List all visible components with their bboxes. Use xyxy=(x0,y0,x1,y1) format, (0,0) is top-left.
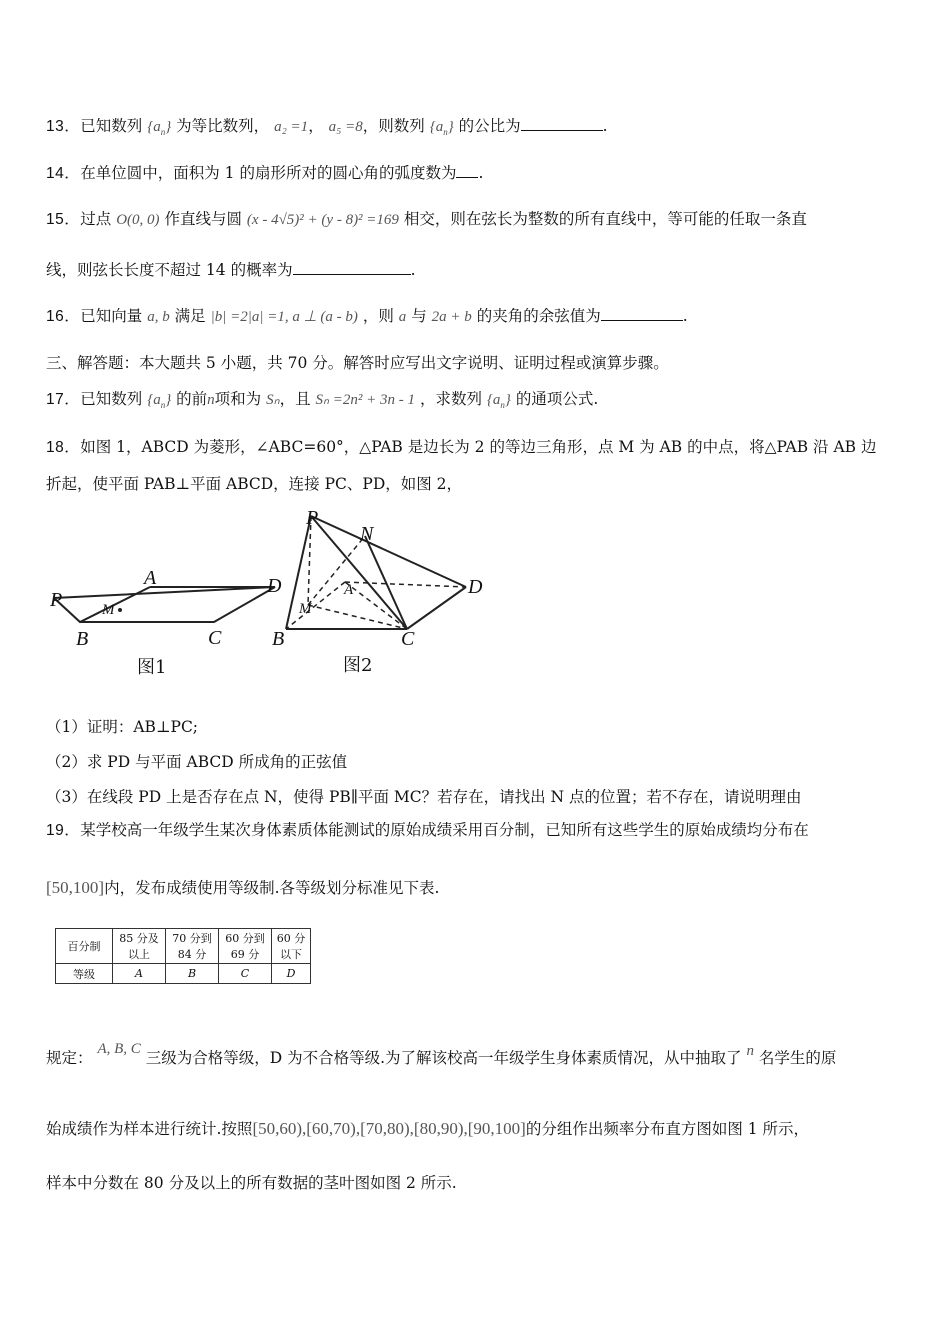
question-19: 19．某学校高一年级学生某次身体素质体能测试的原始成绩采用百分制，已知所有这些学生的原始成绩均分布在 xyxy=(46,821,809,839)
table-cell: D xyxy=(272,964,311,984)
label-P1: P xyxy=(50,589,63,611)
table-cell: B xyxy=(166,964,219,984)
label-D1: D xyxy=(267,575,282,597)
label-M1: M xyxy=(102,602,115,618)
label-A1: A xyxy=(144,567,157,589)
label-D2: D xyxy=(468,576,483,598)
question-15: 15．过点 O(0, 0) 作直线与圆 (x - 4√5)² + (y - 8)² =169 相交，则在弦长为整数的所有直线中，等可能的任取一条直 xyxy=(46,210,807,228)
fig1-rhombus xyxy=(54,587,275,622)
table-header-cell: 60 分到69 分 xyxy=(219,929,272,964)
question-19-line2: [50,100]内，发布成绩使用等级制.各等级划分标准见下表. xyxy=(46,878,440,897)
label-C2: C xyxy=(401,628,415,650)
label-C1: C xyxy=(208,627,222,649)
q18-part-3: （3）在线段 PD 上是否存在点 N，使得 PB∥平面 MC？若存在，请找出 N 点的位置；若不存在，请说明理由 xyxy=(46,788,802,806)
table-header-cell: 百分制 xyxy=(56,929,113,964)
label-A2: A xyxy=(344,582,354,598)
q18-part-1: （1）证明：AB⊥PC; xyxy=(46,718,199,736)
label-N2: N xyxy=(360,523,374,545)
answer-blank xyxy=(601,306,683,321)
table-cell: 等级 xyxy=(56,964,113,984)
question-17: 17．已知数列 $\{a_n\}$ 的前n项和为 Sₙ，且 Sₙ =2n² + 3n - 1 ，求数列 $\{a_n\}$ 的通项公式. xyxy=(46,390,599,410)
sequence-symbol: $\{a_n\}$ xyxy=(147,119,172,137)
section-heading: 三、解答题：本大题共 5 小题，共 70 分。解答时应写出文字说明、证明过程或演算步骤。 xyxy=(46,354,669,372)
answer-blank xyxy=(521,116,603,131)
table-cell: A xyxy=(113,964,166,984)
table-header-cell: 60 分以下 xyxy=(272,929,311,964)
question-16: 16．已知向量 a, b 满足 |b| =2|a| =1, a ⊥ (a - b) ，则 a 与 2a + b 的夹角的余弦值为 . xyxy=(46,307,688,325)
grade-table xyxy=(55,928,311,984)
label-B1: B xyxy=(76,628,89,650)
question-19-line5: 样本中分数在 80 分及以上的所有数据的茎叶图如图 2 所示. xyxy=(46,1174,457,1192)
answer-blank xyxy=(456,163,478,178)
question-13: 13．已知数列 $\{a_n\}$ 为等比数列， a₂ =1， a₅ =8，则数列 $\{a_n\}$ 的公比为 . xyxy=(46,117,608,137)
question-14: 14．在单位圆中，面积为 1 的扇形所对的圆心角的弧度数为 . xyxy=(46,164,484,182)
fig1-caption: 图1 xyxy=(137,657,167,678)
answer-blank xyxy=(293,260,411,275)
table-header-cell: 85 分及以上 xyxy=(113,929,166,964)
label-B2: B xyxy=(272,628,285,650)
q18-part-2: （2）求 PD 与平面 ABCD 所成角的正弦值 xyxy=(46,753,348,771)
label-M2: M xyxy=(299,601,312,617)
table-header-cell: 70 分到84 分 xyxy=(166,929,219,964)
table-cell: C xyxy=(219,964,272,984)
question-15-cont: 线，则弦长长度不超过 14 的概率为 . xyxy=(46,261,416,279)
question-19-line3: 规定： A, B, C 三级为合格等级，D 为不合格等级.为了解该校高一年级学生身体素质情况，从中抽取了 n 名学生的原 xyxy=(46,1041,837,1067)
question-18: 18．如图 1，ABCD 为菱形，∠ABC=60°，△PAB 是边长为 2 的等边三角形，点 M 为 AB 的中点，将△PAB 沿 AB 边 xyxy=(46,438,877,456)
fig2-caption: 图2 xyxy=(343,655,373,676)
geometry-figure xyxy=(40,500,500,690)
label-P2: P xyxy=(306,507,319,529)
question-18-cont: 折起，使平面 PAB⊥平面 ABCD，连接 PC、PD，如图 2， xyxy=(46,475,463,493)
question-19-line4: 始成绩作为样本进行统计.按照[50,60),[60,70),[70,80),[80,90),[90,100]的分组作出频率分布直方图如图 1 所示， xyxy=(46,1119,810,1138)
